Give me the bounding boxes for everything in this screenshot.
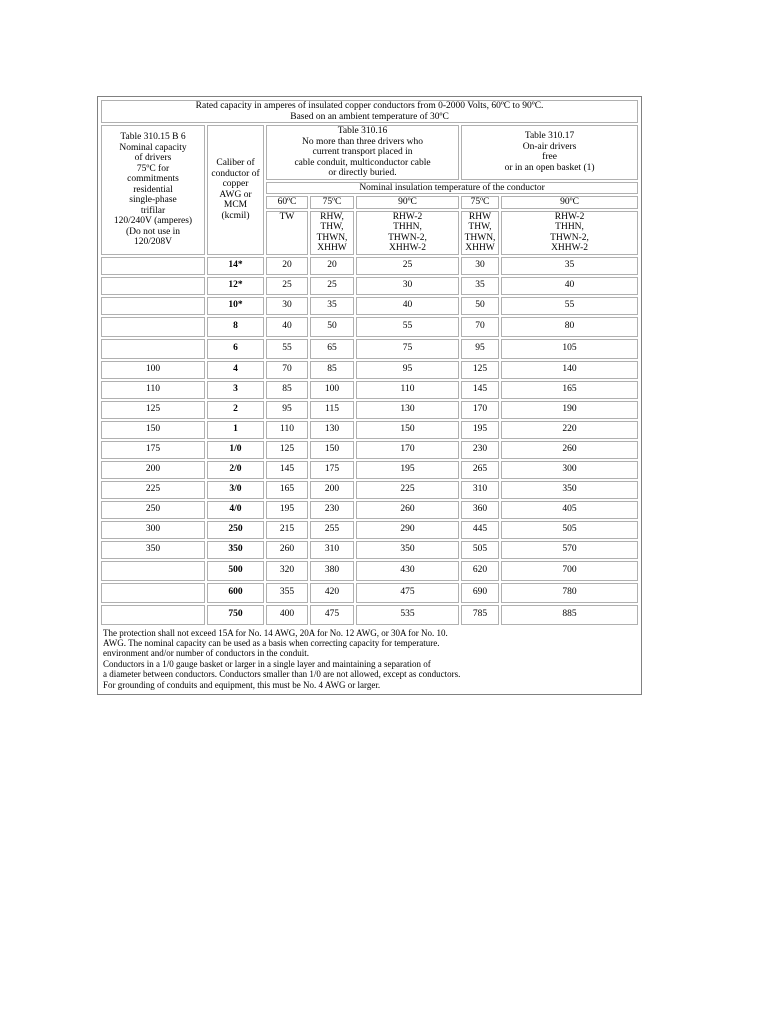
table-row (101, 297, 638, 315)
gauge-cell: 350 (207, 541, 264, 559)
table-row (101, 583, 638, 603)
residential-capacity-cell: 350 (101, 541, 205, 559)
header-nominal-temp: Nominal insulation temperature of the conductor (266, 182, 638, 195)
ampacity-cell: 40 (266, 317, 308, 337)
title-line-2: Based on an ambient temperature of 30ºC (290, 111, 449, 122)
ampacity-cell: 50 (461, 297, 499, 315)
gauge-cell: 3/0 (207, 481, 264, 499)
ampacity-cell: 110 (356, 381, 459, 399)
ampacity-cell: 55 (356, 317, 459, 337)
ampacity-cell: 350 (501, 481, 638, 499)
ampacity-cell: 140 (501, 361, 638, 379)
ampacity-cell: 220 (501, 421, 638, 439)
table-title (101, 100, 638, 123)
ampacity-cell: 360 (461, 501, 499, 519)
ampacity-cell: 145 (266, 461, 308, 479)
footnote-line: The protection shall not exceed 15A for No. 14 AWG, 20A for No. 12 AWG, or 30A for No. 10. (103, 627, 448, 638)
residential-capacity-cell (101, 277, 205, 295)
ampacity-cell: 225 (356, 481, 459, 499)
gauge-cell: 1/0 (207, 441, 264, 459)
table-row (101, 317, 638, 337)
ampacity-cell: 475 (310, 605, 354, 625)
residential-capacity-cell (101, 257, 205, 275)
gauge-cell: 750 (207, 605, 264, 625)
ampacity-cell: 260 (266, 541, 308, 559)
ampacity-cell: 780 (501, 583, 638, 603)
ampacity-cell: 175 (310, 461, 354, 479)
ampacity-cell: 35 (461, 277, 499, 295)
ampacity-cell: 80 (501, 317, 638, 337)
header-insulation: RHW, THW, THWN, XHHW (310, 211, 354, 255)
ampacity-cell: 125 (461, 361, 499, 379)
header-table-310-15: Table 310.15 B 6 Nominal capacity of drivers 75ºC for commitments residential single-phase trifilar 120/240V (amperes) (Do not use in 120/208V (101, 125, 205, 255)
gauge-cell: 12* (207, 277, 264, 295)
ampacity-cell: 190 (501, 401, 638, 419)
ampacity-cell: 355 (266, 583, 308, 603)
table-row (101, 521, 638, 539)
ampacity-cell: 95 (461, 339, 499, 359)
ampacity-cell: 570 (501, 541, 638, 559)
ampacity-cell: 110 (266, 421, 308, 439)
ampacity-cell: 130 (356, 401, 459, 419)
ampacity-cell: 290 (356, 521, 459, 539)
header-insulation: TW (266, 211, 308, 255)
ampacity-cell: 115 (310, 401, 354, 419)
residential-capacity-cell (101, 317, 205, 337)
ampacity-cell: 310 (310, 541, 354, 559)
ampacity-cell: 445 (461, 521, 499, 539)
gauge-cell: 14* (207, 257, 264, 275)
ampacity-cell: 400 (266, 605, 308, 625)
table-row (101, 605, 638, 625)
header-insulation: RHW-2 THHN, THWN-2, XHHW-2 (356, 211, 459, 255)
gauge-cell: 500 (207, 561, 264, 581)
ampacity-cell: 505 (501, 521, 638, 539)
header-temp: 90ºC (356, 196, 459, 209)
ampacity-cell: 405 (501, 501, 638, 519)
ampacity-cell: 35 (501, 257, 638, 275)
gauge-cell: 3 (207, 381, 264, 399)
residential-capacity-cell (101, 297, 205, 315)
ampacity-cell: 165 (266, 481, 308, 499)
ampacity-cell: 35 (310, 297, 354, 315)
ampacity-cell: 300 (501, 461, 638, 479)
ampacity-cell: 25 (356, 257, 459, 275)
ampacity-cell: 215 (266, 521, 308, 539)
residential-capacity-cell: 225 (101, 481, 205, 499)
ampacity-cell: 320 (266, 561, 308, 581)
ampacity-cell: 30 (266, 297, 308, 315)
ampacity-cell: 70 (461, 317, 499, 337)
ampacity-document (97, 96, 642, 695)
footnote-line: Conductors in a 1/0 gauge basket or larger in a single layer and maintaining a separation of (103, 658, 431, 669)
ampacity-cell: 30 (461, 257, 499, 275)
ampacity-cell: 40 (501, 277, 638, 295)
ampacity-cell: 25 (310, 277, 354, 295)
title-line-1: Rated capacity in amperes of insulated copper conductors from 0-2000 Volts, 60ºC to 90ºC. (195, 101, 544, 111)
gauge-cell: 2/0 (207, 461, 264, 479)
header-insulation: RHW-2 THHN, THWN-2, XHHW-2 (501, 211, 638, 255)
ampacity-cell: 65 (310, 339, 354, 359)
gauge-cell: 4/0 (207, 501, 264, 519)
footnote-line: AWG. The nominal capacity can be used as a basis when correcting capacity for temperature. (103, 637, 440, 648)
ampacity-cell: 125 (266, 441, 308, 459)
ampacity-cell: 170 (461, 401, 499, 419)
table-row (101, 461, 638, 479)
gauge-cell: 8 (207, 317, 264, 337)
ampacity-cell: 195 (266, 501, 308, 519)
residential-capacity-cell: 125 (101, 401, 205, 419)
header-temp: 90ºC (501, 196, 638, 209)
header-table-310-17: Table 310.17 On-air drivers free or in an open basket (1) (461, 125, 638, 180)
ampacity-cell: 70 (266, 361, 308, 379)
residential-capacity-cell: 150 (101, 421, 205, 439)
ampacity-cell: 25 (266, 277, 308, 295)
ampacity-cell: 40 (356, 297, 459, 315)
gauge-cell: 1 (207, 421, 264, 439)
ampacity-cell: 150 (356, 421, 459, 439)
residential-capacity-cell: 175 (101, 441, 205, 459)
table-row (101, 421, 638, 439)
ampacity-cell: 200 (310, 481, 354, 499)
ampacity-cell: 95 (356, 361, 459, 379)
residential-capacity-cell: 250 (101, 501, 205, 519)
ampacity-cell: 700 (501, 561, 638, 581)
ampacity-cell: 620 (461, 561, 499, 581)
table-row (101, 257, 638, 275)
ampacity-cell: 20 (310, 257, 354, 275)
ampacity-cell: 380 (310, 561, 354, 581)
ampacity-cell: 195 (461, 421, 499, 439)
table-row (101, 381, 638, 399)
footnote-line: For grounding of conduits and equipment, this must be No. 4 AWG or larger. (103, 679, 381, 690)
table-row (101, 401, 638, 419)
ampacity-cell: 130 (310, 421, 354, 439)
gauge-cell: 2 (207, 401, 264, 419)
ampacity-cell: 85 (310, 361, 354, 379)
ampacity-cell: 195 (356, 461, 459, 479)
gauge-cell: 600 (207, 583, 264, 603)
ampacity-cell: 310 (461, 481, 499, 499)
residential-capacity-cell: 110 (101, 381, 205, 399)
gauge-cell: 6 (207, 339, 264, 359)
table-row (101, 339, 638, 359)
ampacity-table (99, 98, 640, 693)
header-temp: 75ºC (461, 196, 499, 209)
footnotes (101, 627, 638, 691)
table-row (101, 277, 638, 295)
ampacity-cell: 260 (356, 501, 459, 519)
table-row (101, 541, 638, 559)
ampacity-cell: 30 (356, 277, 459, 295)
ampacity-cell: 505 (461, 541, 499, 559)
ampacity-cell: 85 (266, 381, 308, 399)
ampacity-cell: 230 (461, 441, 499, 459)
gauge-cell: 250 (207, 521, 264, 539)
ampacity-cell: 95 (266, 401, 308, 419)
table-row (101, 561, 638, 581)
ampacity-cell: 785 (461, 605, 499, 625)
ampacity-cell: 55 (266, 339, 308, 359)
ampacity-cell: 75 (356, 339, 459, 359)
table-row (101, 501, 638, 519)
footnote-line: environment and/or number of conductors in the conduit. (103, 648, 309, 659)
gauge-cell: 4 (207, 361, 264, 379)
residential-capacity-cell: 300 (101, 521, 205, 539)
ampacity-cell: 20 (266, 257, 308, 275)
table-row (101, 441, 638, 459)
gauge-cell: 10* (207, 297, 264, 315)
header-insulation: RHW THW, THWN, XHHW (461, 211, 499, 255)
table-row (101, 481, 638, 499)
ampacity-cell: 690 (461, 583, 499, 603)
header-caliber: Caliber of conductor of copper AWG or MCM (kcmil) (207, 125, 264, 255)
ampacity-cell: 50 (310, 317, 354, 337)
ampacity-cell: 105 (501, 339, 638, 359)
ampacity-cell: 145 (461, 381, 499, 399)
ampacity-cell: 535 (356, 605, 459, 625)
ampacity-cell: 260 (501, 441, 638, 459)
ampacity-cell: 350 (356, 541, 459, 559)
ampacity-cell: 55 (501, 297, 638, 315)
ampacity-cell: 230 (310, 501, 354, 519)
ampacity-cell: 255 (310, 521, 354, 539)
header-table-310-16: Table 310.16 No more than three drivers who current transport placed in cable conduit, multiconductor cable or directly buried. (266, 125, 459, 180)
residential-capacity-cell (101, 339, 205, 359)
ampacity-cell: 165 (501, 381, 638, 399)
ampacity-cell: 265 (461, 461, 499, 479)
residential-capacity-cell: 100 (101, 361, 205, 379)
residential-capacity-cell (101, 561, 205, 581)
ampacity-cell: 885 (501, 605, 638, 625)
table-row (101, 361, 638, 379)
header-temp: 60ºC (266, 196, 308, 209)
footnote-line: a diameter between conductors. Conductors smaller than 1/0 are not allowed, except as conductors. (103, 669, 461, 680)
ampacity-cell: 420 (310, 583, 354, 603)
table-body (101, 257, 638, 625)
ampacity-cell: 150 (310, 441, 354, 459)
header-temp: 75ºC (310, 196, 354, 209)
ampacity-cell: 170 (356, 441, 459, 459)
ampacity-cell: 430 (356, 561, 459, 581)
ampacity-cell: 100 (310, 381, 354, 399)
residential-capacity-cell (101, 605, 205, 625)
ampacity-cell: 475 (356, 583, 459, 603)
residential-capacity-cell (101, 583, 205, 603)
residential-capacity-cell: 200 (101, 461, 205, 479)
